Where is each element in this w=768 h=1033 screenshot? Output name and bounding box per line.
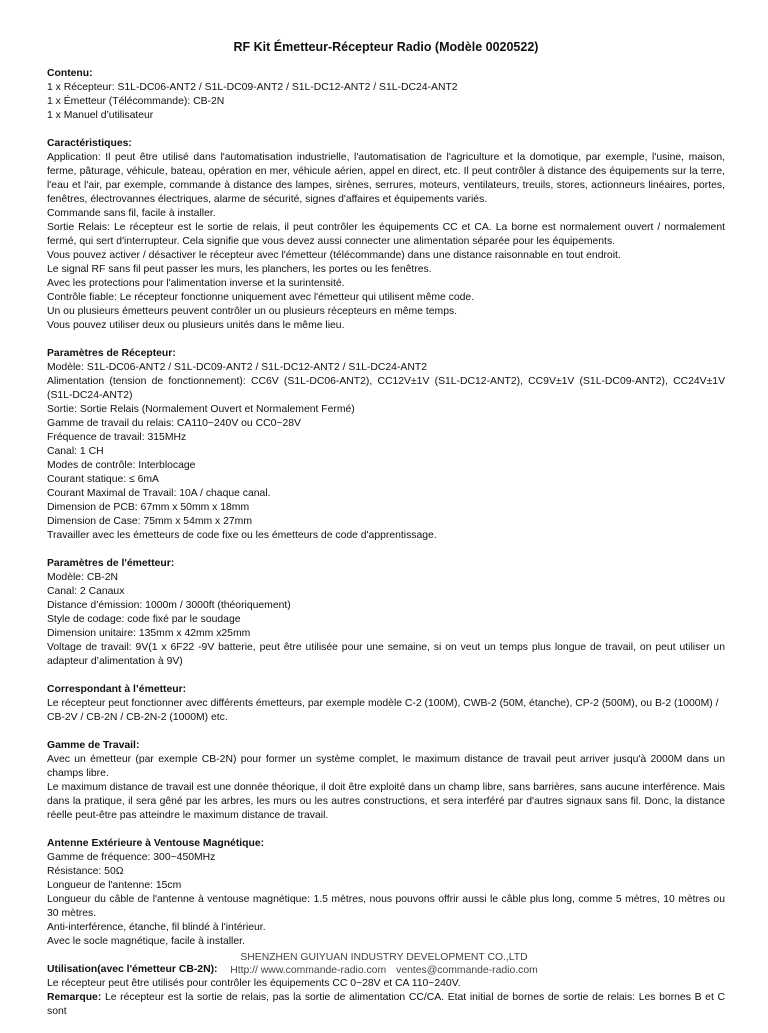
text-paragraph: Avec un émetteur (par exemple CB-2N) pour former un système complet, le maximum distance de travail peut arriver jusqu'à 2000M dans un champs libre. [47,754,725,779]
text-line: Avec les protections pour l'alimentation inverse et la surintensité. [47,278,345,289]
remark-label: Remarque: [47,992,102,1003]
text-paragraph: Le récepteur peut fonctionner avec différents émetteurs, par exemple modèle C-2 (100M), CWB-2 (50M, étanche), CP-2 (500M), ou B-2 (1000M) / CB-2V / CB-2N / CB-2N-2 (1000M) etc. [47,698,719,723]
text-line: 1 x Émetteur (Télécommande): CB-2N [47,96,225,107]
text-line: Vous pouvez activer / désactiver le récepteur avec l'émetteur (télécommande) dans une distance raisonnable en tout endroit. [47,250,621,261]
text-line: Canal: 1 CH [47,446,104,457]
text-line: Anti-interférence, étanche, fil blindé à l'intérieur. [47,922,266,933]
section-heading: Caractéristiques: [47,138,132,149]
text-paragraph: Alimentation (tension de fonctionnement): CC6V (S1L-DC06-ANT2), CC12V±1V (S1L-DC12-ANT2), CC9V±1V (S1L-DC09-ANT2), CC24V±1V (S1L-DC24-ANT2) [47,376,725,401]
text-line: Fréquence de travail: 315MHz [47,432,187,443]
text-line: Gamme de fréquence: 300~450MHz [47,852,216,863]
text-line: Le signal RF sans fil peut passer les murs, les planchers, les portes ou les fenêtres. [47,264,432,275]
text-paragraph: Application: Il peut être utilisé dans l'automatisation industrielle, l'automatisation de l'agriculture et la domotique, par exemple, l'usine, maison, ferme, pâturage, véhicule, bateau, opération en mer, véhicule aérien, appel en direct, etc. Il peut contrôler à distance des équipements sur la terre, l'eau et l'air, par exemple, commande à distance des lampes, sirènes, serrures, moteurs, ventilateurs, treuils, stores, actionneurs linéaires, portes, fenêtres, électrovannes électriques, alarme de sécurité, signes d'affaires et équipements variés. [47,152,725,205]
text-line: Un ou plusieurs émetteurs peuvent contrôler un ou plusieurs récepteurs en même temps. [47,306,458,317]
text-line: 1 x Manuel d’utilisateur [47,110,154,121]
page-footer [0,951,768,977]
section-heading: Contenu: [47,68,93,79]
text-line: Courant Maximal de Travail: 10A / chaque canal. [47,488,271,499]
footer-email: ventes@commande-radio.com [396,965,538,976]
section-correspondant [47,683,725,725]
text-paragraph: Sortie Relais: Le récepteur est le sortie de relais, il peut contrôler les équipements CC et CA. La borne est normalement ouvert / normalement fermé, qui sert d'interrupteur. Cela signifie que vous devez aussi connecter une alimentation séparée pour les équipements. [47,222,725,247]
text-paragraph: Voltage de travail: 9V(1 x 6F22 -9V batterie, peut être utilisée pour une semaine, si on veut un temps plus longue de travail, on peut utiliser un adapteur d’alimentation à 9V) [47,642,725,667]
text-line: Dimension de PCB: 67mm x 50mm x 18mm [47,502,250,513]
text-line: Gamme de travail du relais: CA110~240V ou CC0~28V [47,418,301,429]
text-line: Sortie: Sortie Relais (Normalement Ouvert et Normalement Fermé) [47,404,355,415]
section-heading: Antenne Extérieure à Ventouse Magnétique: [47,838,265,849]
section-caracteristiques [47,137,725,333]
section-gamme-travail [47,739,725,823]
footer-contact [0,964,768,977]
section-contenu [47,67,725,123]
remark-paragraph [47,991,725,1019]
text-line: 1 x Récepteur: S1L-DC06-ANT2 / S1L-DC09-ANT2 / S1L-DC12-ANT2 / S1L-DC24-ANT2 [47,82,458,93]
text-line: Contrôle fiable: Le récepteur fonctionne uniquement avec l'émetteur qui utilisent même code. [47,292,475,303]
text-line: Commande sans fil, facile à installer. [47,208,216,219]
text-paragraph: Longueur du câble de l'antenne à ventouse magnétique: 1.5 mètres, nous pouvons offrir aussi le câble plus long, comme 5 mètres, 10 mètres ou 30 mètres. [47,894,725,919]
text-line: Dimension de Case: 75mm x 54mm x 27mm [47,516,252,527]
text-line: Modes de contrôle: Interblocage [47,460,196,471]
text-line: Style de codage: code fixé par le soudage [47,614,241,625]
text-line: Courant statique: ≤ 6mA [47,474,159,485]
document-title: RF Kit Émetteur-Récepteur Radio (Modèle 0020522) [233,40,539,54]
text-line: Résistance: 50Ω [47,866,124,877]
text-line: Vous pouvez utiliser deux ou plusieurs unités dans le même lieu. [47,320,345,331]
section-parametres-emetteur [47,557,725,669]
text-line: Longueur de l'antenne: 15cm [47,880,182,891]
text-line: Modèle: CB-2N [47,572,119,583]
text-line: Avec le socle magnétique, facile à installer. [47,936,245,947]
text-paragraph: Le maximum distance de travail est une donnée théorique, il doit être exploité dans un champ libre, sans barrières, sans aucune interférence. Mais dans la pratique, il sera gêné par les arbres, les murs ou les autres constructions, et sera interféré par d'autres signaux sans fil. Donc, la distance réelle peut-être pas atteindre le maximum distance de travail. [47,782,725,821]
section-heading: Paramètres de Récepteur: [47,348,176,359]
text-line: Canal: 2 Canaux [47,586,125,597]
remark-text: Le récepteur est la sortie de relais, pas la sortie de alimentation CC/CA. Etat initial de bornes de sortie de relais: Les bornes B et C sont [47,992,725,1017]
text-line: Travailler avec les émetteurs de code fixe ou les émetteurs de code d'apprentissage. [47,530,437,541]
text-line: Dimension unitaire: 135mm x 42mm x25mm [47,628,251,639]
section-antenne [47,837,725,949]
footer-website: Http:// www.commande-radio.com [230,965,387,976]
text-line: Distance d’émission: 1000m / 3000ft (théoriquement) [47,600,291,611]
section-parametres-recepteur [47,347,725,543]
document-body [47,67,725,1033]
section-heading: Correspondant à l’émetteur: [47,684,187,695]
section-heading: Gamme de Travail: [47,740,140,751]
text-line: Modèle: S1L-DC06-ANT2 / S1L-DC09-ANT2 / S1L-DC12-ANT2 / S1L-DC24-ANT2 [47,362,427,373]
footer-company: SHENZHEN GUIYUAN INDUSTRY DEVELOPMENT CO.,LTD [240,952,528,963]
section-heading: Utilisation(avec l'émetteur CB-2N): [47,964,218,975]
section-heading: Paramètres de l'émetteur: [47,558,175,569]
text-line: Le récepteur peut être utilisés pour contrôler les équipements CC 0~28V et CA 110~240V. [47,978,461,989]
